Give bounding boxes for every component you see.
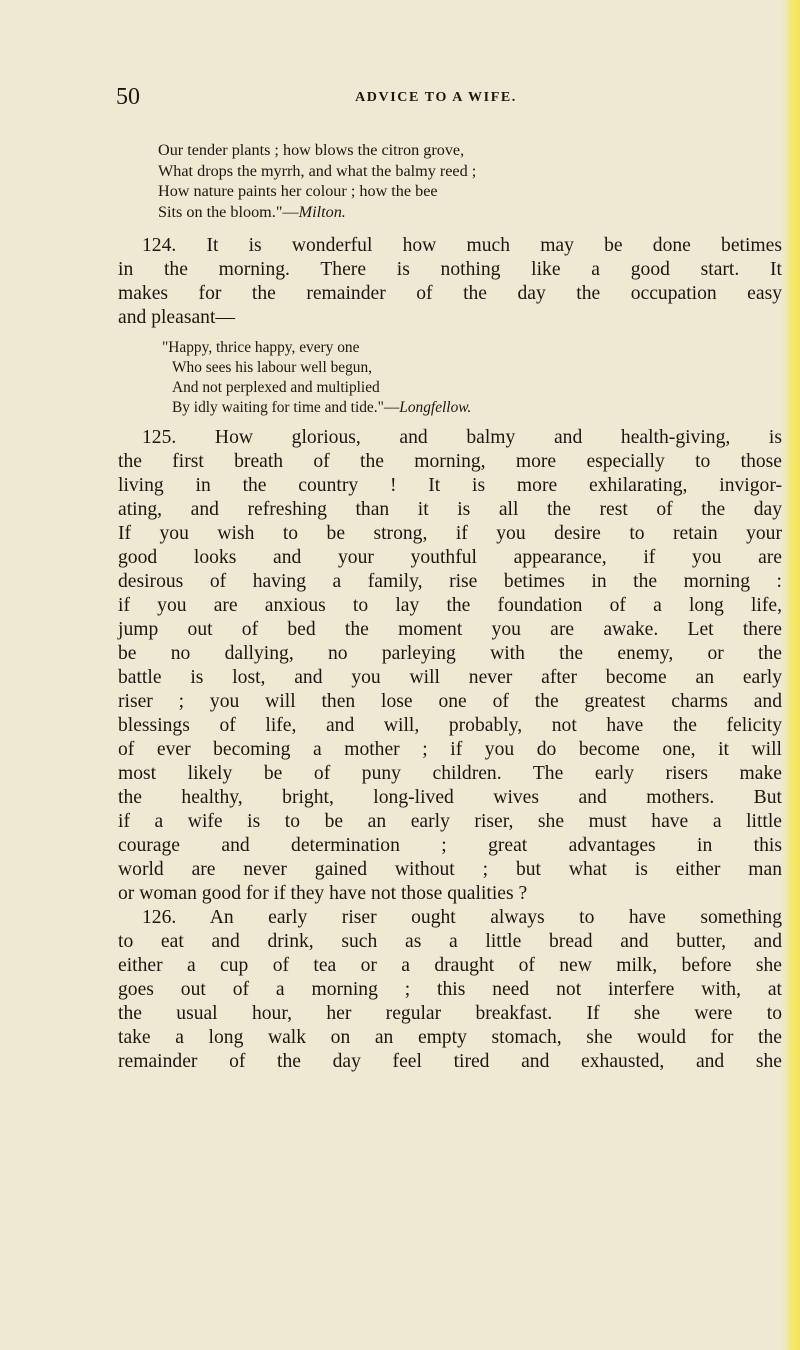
text-line: the first breath of the morning, more especially to those — [118, 451, 782, 472]
verse-attribution: Longfellow. — [399, 399, 472, 416]
text-line: ating, and refreshing than it is all the rest of the day — [118, 499, 782, 520]
text-line: and pleasant— — [118, 307, 235, 328]
text-line: if a wife is to be an early riser, she must have a little — [118, 811, 782, 832]
paragraph-126 — [118, 906, 782, 1074]
text-line: the usual hour, her regular breakfast. If she were to — [118, 1003, 782, 1024]
page-text — [118, 140, 782, 1074]
text-line: or woman good for if they have not those qualities ? — [118, 883, 528, 904]
paragraph-124 — [118, 234, 782, 330]
text-line: If you wish to be strong, if you desire to retain your — [118, 523, 782, 544]
verse-line: Our tender plants ; how blows the citron grove, — [158, 141, 465, 159]
text-line: to eat and drink, such as a little bread and butter, and — [118, 931, 782, 952]
text-line: of ever becoming a mother ; if you do become one, it will — [118, 739, 782, 760]
text-line: goes out of a morning ; this need not interfere with, at — [118, 979, 782, 1000]
page-number: 50 — [116, 84, 140, 110]
text-line: battle is lost, and you will never after become an early — [118, 667, 782, 688]
verse-line: "Happy, thrice happy, every one — [162, 339, 360, 356]
text-line: if you are anxious to lay the foundation of a long life, — [118, 595, 782, 616]
page-edge — [782, 0, 800, 1350]
verse-line — [158, 202, 782, 223]
paragraph-125 — [118, 426, 782, 906]
text-line: courage and determination ; great advantages in this — [118, 835, 782, 856]
text-line: 126. An early riser ought always to have something — [142, 907, 782, 928]
text-line: good looks and your youthful appearance, if you are — [118, 547, 782, 568]
text-line: blessings of life, and will, probably, not have the felicity — [118, 715, 782, 736]
text-line: living in the country ! It is more exhilarating, invigor- — [118, 475, 782, 496]
text-line: 124. It is wonderful how much may be done betimes — [142, 235, 782, 256]
verse-line: Who sees his labour well begun, — [172, 359, 373, 376]
page-header — [116, 84, 776, 114]
text-line: be no dallying, no parleying with the enemy, or the — [118, 643, 782, 664]
verse-attribution: Milton. — [298, 202, 346, 221]
verse-line: What drops the myrrh, and what the balmy reed ; — [158, 161, 477, 180]
text-line: most likely be of puny children. The early risers make — [118, 763, 782, 784]
verse-line — [162, 398, 782, 418]
text-line: makes for the remainder of the day the occupation easy — [118, 283, 782, 304]
verse-line-text: By idly waiting for time and tide."— — [172, 399, 400, 416]
text-line: take a long walk on an empty stomach, she would for the — [118, 1027, 782, 1048]
text-line: riser ; you will then lose one of the greatest charms and — [118, 691, 782, 712]
verse-line: How nature paints her colour ; how the bee — [158, 182, 438, 200]
text-line: jump out of bed the moment you are awake. Let there — [118, 619, 782, 640]
text-line: in the morning. There is nothing like a good start. It — [118, 259, 782, 280]
text-line: the healthy, bright, long-lived wives and mothers. But — [118, 787, 782, 808]
text-line: desirous of having a family, rise betimes in the morning : — [118, 571, 782, 592]
text-line: remainder of the day feel tired and exhausted, and she — [118, 1051, 782, 1072]
verse-milton — [158, 140, 782, 222]
text-line: world are never gained without ; but what is either man — [118, 859, 782, 880]
verse-longfellow — [162, 338, 782, 418]
verse-line-text: Sits on the bloom."— — [158, 202, 299, 221]
text-line: either a cup of tea or a draught of new milk, before she — [118, 955, 782, 976]
running-head: ADVICE TO A WIFE. — [355, 90, 517, 105]
text-line: 125. How glorious, and balmy and health-giving, is — [142, 427, 782, 448]
verse-line: And not perplexed and multiplied — [172, 379, 380, 396]
